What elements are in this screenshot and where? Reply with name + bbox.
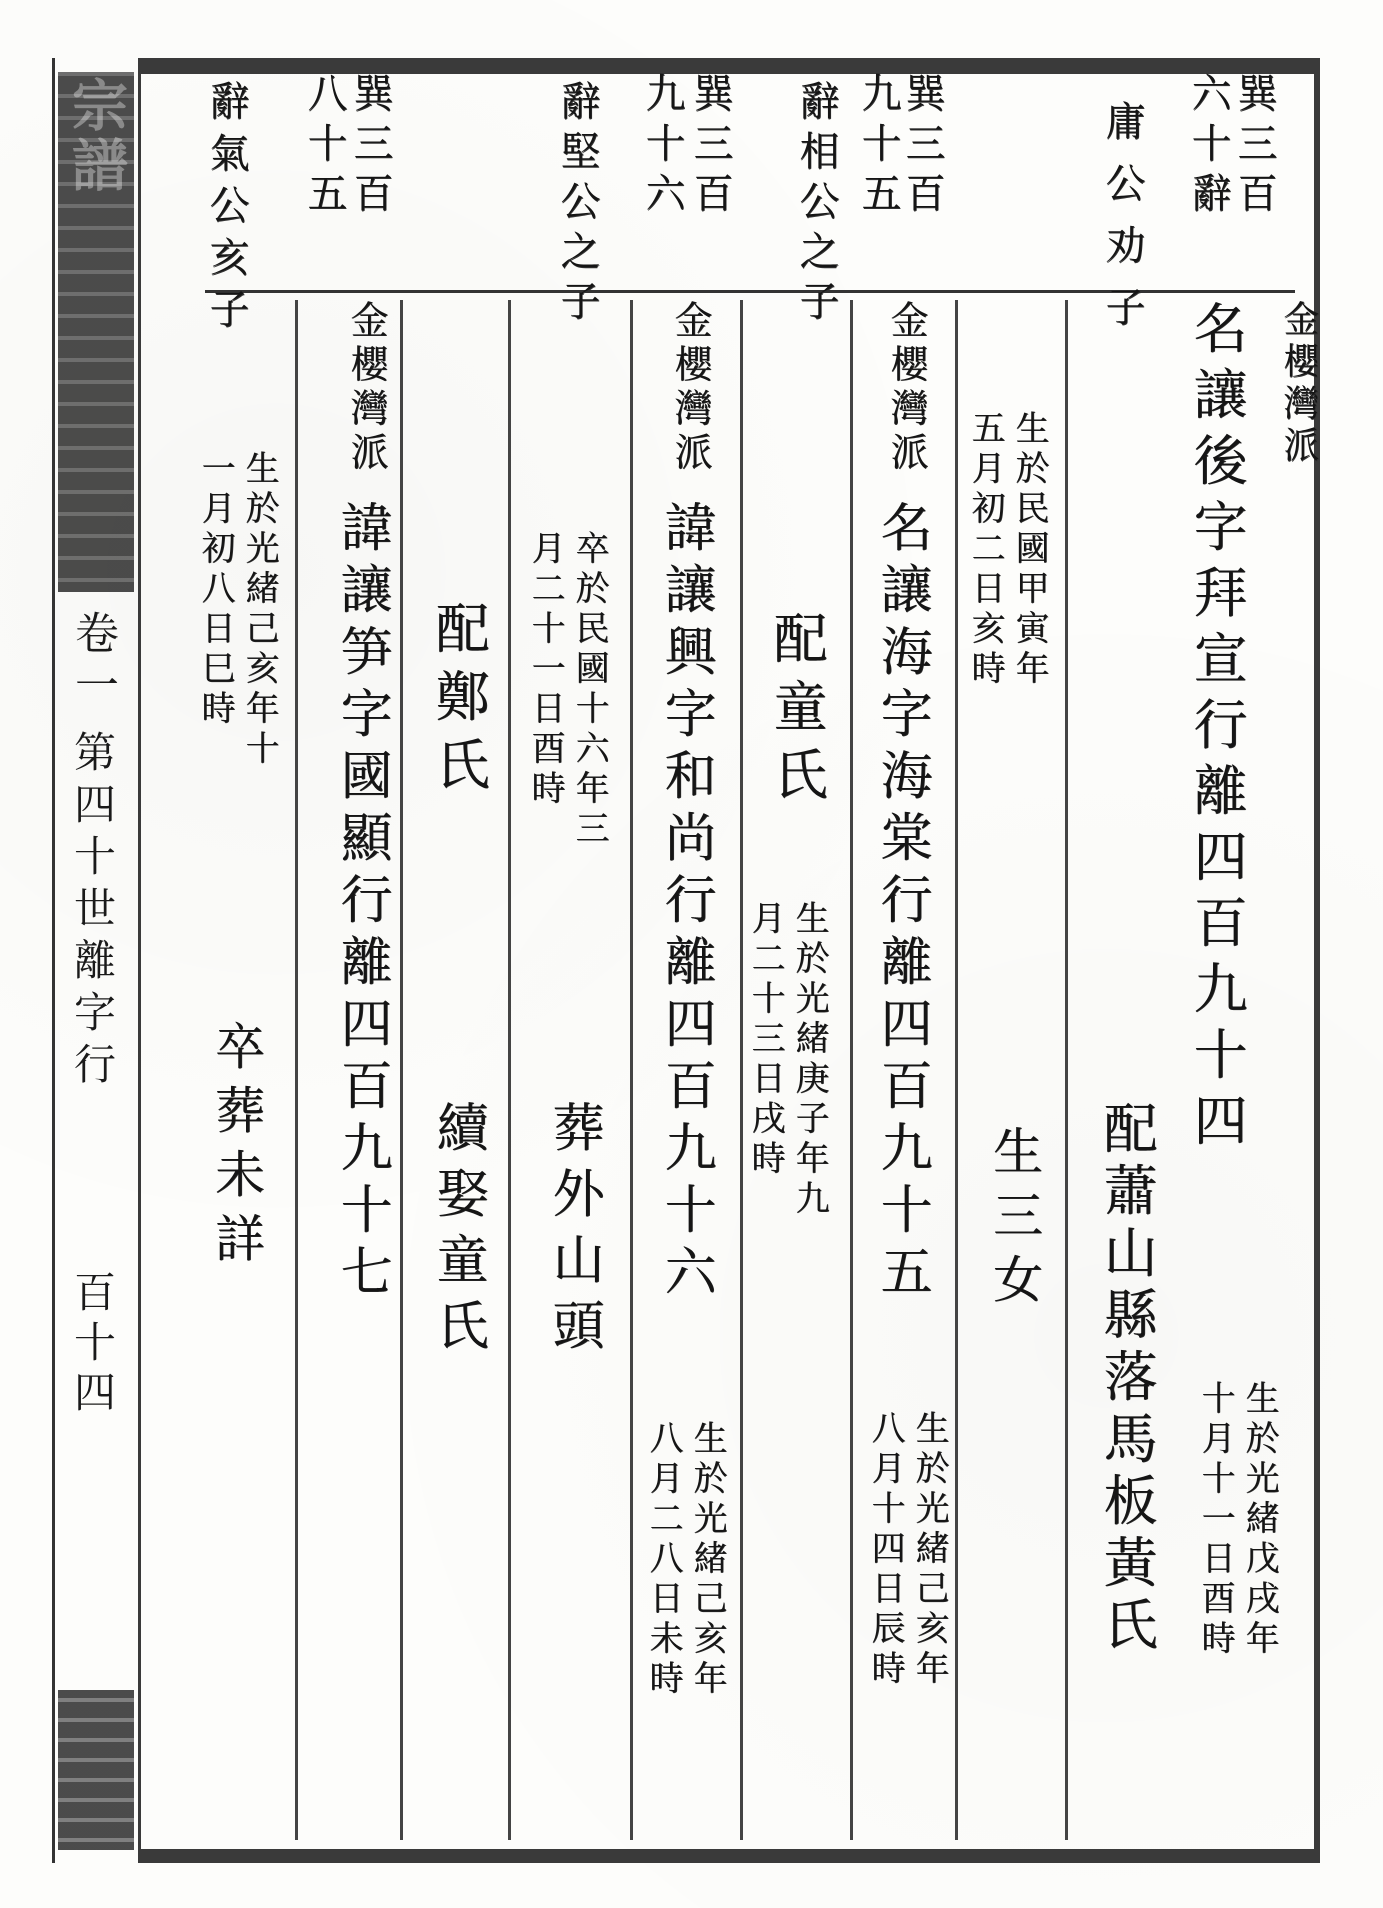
margin-title: 宗譜	[63, 76, 129, 196]
entry-3-branch: 金櫻灣派	[668, 300, 712, 476]
entry-1-birth-2: 十月十一日酉時	[1195, 1380, 1235, 1660]
entry-2-birth-1: 生於光緒己亥年	[909, 1410, 949, 1690]
entry-1-name-line: 名讓後字拜宣行離四百九十四	[1185, 300, 1248, 1158]
entry-4-spouse: 配鄭氏	[427, 600, 490, 804]
entry-2-birth-2: 八月十四日辰時	[865, 1410, 905, 1690]
header-1-line1: 巽三百	[1231, 72, 1277, 222]
entry-3-death-1: 卒於民國十六年三	[569, 530, 609, 850]
header-2-line2: 九十五	[855, 72, 901, 222]
column-divider	[955, 300, 958, 1840]
header-4-line1: 巽三百	[347, 72, 393, 222]
entry-3-name-line: 諱讓興字和尚行離四百九十六	[655, 500, 715, 1306]
entry-3-birth-2: 八月二八日未時	[643, 1420, 683, 1700]
header-4-line3: 辭氣公亥子	[203, 80, 249, 340]
entry-3-birth-1: 生於光緒己亥年	[687, 1420, 727, 1700]
column-divider	[630, 300, 633, 1840]
entry-4-branch: 金櫻灣派	[344, 300, 388, 476]
header-2-line3: 辭相公之子	[793, 80, 839, 330]
header-3-line2: 九十六	[639, 72, 685, 222]
entry-2-spouse-birth-2: 月二十三日戌時	[745, 900, 785, 1180]
entry-2-spouse: 配童氏	[765, 610, 828, 814]
column-divider	[740, 300, 743, 1840]
entry-3-death-2: 月二十一日酉時	[525, 530, 565, 810]
column-divider	[295, 300, 298, 1840]
entry-3-burial: 葬外山頭	[543, 1100, 603, 1364]
entry-2-spouse-birth-1: 生於光緒庚子年九	[789, 900, 829, 1220]
column-divider	[1065, 300, 1068, 1840]
entry-1-spouse-birth-1: 生於民國甲寅年	[1009, 410, 1049, 690]
entry-1-birth-1: 生於光緒戊戌年	[1239, 1380, 1279, 1660]
column-divider	[400, 300, 403, 1840]
entry-2-name-line: 名讓海字海棠行離四百九十五	[871, 500, 931, 1306]
entry-4-birth-1: 生於光緒己亥年十	[239, 450, 279, 770]
margin-bottom-block	[58, 1690, 134, 1850]
entry-4-remarriage: 續娶童氏	[427, 1100, 487, 1364]
header-1-line3: 庸公劝子	[1099, 100, 1145, 348]
entry-1-branch: 金櫻灣派	[1278, 300, 1319, 468]
header-3-line1: 巽三百	[687, 72, 733, 222]
entry-1-children: 生三女	[985, 1125, 1043, 1317]
entry-4-birth-2: 一月初八日巳時	[195, 450, 235, 730]
column-divider	[508, 300, 511, 1840]
margin-volume: 卷一	[67, 610, 118, 714]
header-4-line2: 八十五	[301, 72, 347, 222]
header-1-line2: 六十辭	[1185, 72, 1231, 222]
margin-page-number: 百十四	[68, 1270, 117, 1420]
entry-2-branch: 金櫻灣派	[884, 300, 928, 476]
entry-1-spouse-birth-2: 五月初二日亥時	[965, 410, 1005, 690]
entry-1-spouse: 配蕭山縣落馬板黃氏	[1095, 1100, 1158, 1658]
column-divider	[850, 300, 853, 1840]
entry-4-death-burial: 卒葬未詳	[207, 1020, 265, 1276]
entry-4-name-line: 諱讓笋字國顯行離四百九十七	[331, 500, 391, 1306]
header-2-line1: 巽三百	[899, 72, 945, 222]
margin-generation: 第四十世離字行	[68, 730, 117, 1094]
header-3-line3: 辭堅公之子	[554, 80, 600, 330]
